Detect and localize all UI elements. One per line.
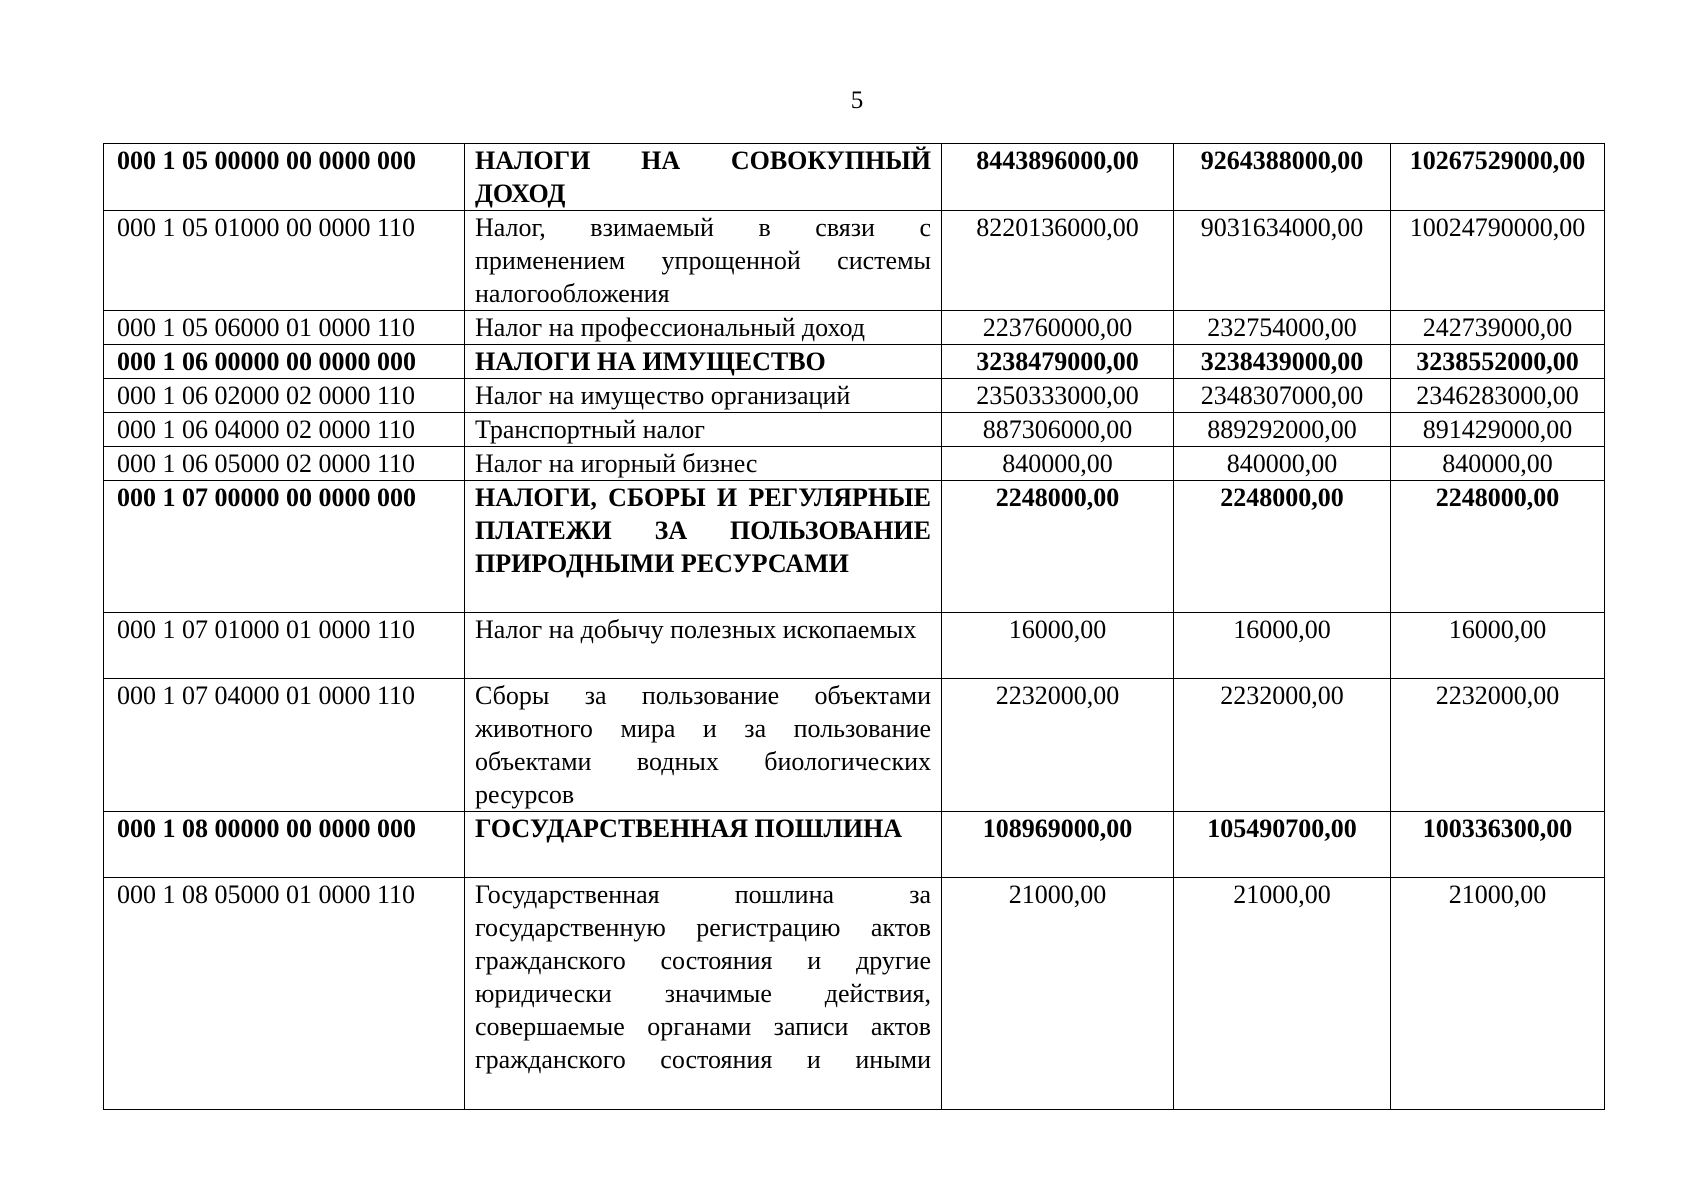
table-section-row (104, 481, 1605, 613)
amount-year3-cell: 10267529000,00 (1391, 144, 1605, 211)
amount-year3-cell: 3238552000,00 (1391, 345, 1605, 379)
amount-year2-cell: 3238439000,00 (1174, 345, 1391, 379)
budget-code-cell: 000 1 08 05000 01 0000 110 (104, 878, 465, 1110)
amount-year1-cell: 8443896000,00 (942, 144, 1174, 211)
amount-year3-cell: 21000,00 (1391, 878, 1605, 1110)
revenue-name-cell: Налог на добычу полезных ископаемых (465, 613, 942, 679)
table-row (104, 379, 1605, 413)
budget-code-cell: 000 1 08 00000 00 0000 000 (104, 812, 465, 878)
amount-year1-cell: 2248000,00 (942, 481, 1174, 613)
revenue-name-cell: ГОСУДАРСТВЕННАЯ ПОШЛИНА (465, 812, 942, 878)
revenue-name-cell: Налог на имущество организаций (465, 379, 942, 413)
table-section-row (104, 812, 1605, 878)
amount-year2-cell: 9031634000,00 (1174, 211, 1391, 311)
amount-year1-cell: 21000,00 (942, 878, 1174, 1110)
budget-code-cell: 000 1 06 05000 02 0000 110 (104, 447, 465, 481)
table-section-row (104, 144, 1605, 211)
budget-code-cell: 000 1 06 04000 02 0000 110 (104, 413, 465, 447)
amount-year1-cell: 16000,00 (942, 613, 1174, 679)
amount-year2-cell: 16000,00 (1174, 613, 1391, 679)
amount-year2-cell: 105490700,00 (1174, 812, 1391, 878)
budget-code-cell: 000 1 05 06000 01 0000 110 (104, 311, 465, 345)
amount-year1-cell: 2232000,00 (942, 679, 1174, 812)
amount-year3-cell: 2248000,00 (1391, 481, 1605, 613)
revenue-name-cell: Налог, взимаемый в связи с применением упрощенной системы налогообложения (465, 211, 942, 311)
budget-code-cell: 000 1 06 02000 02 0000 110 (104, 379, 465, 413)
table-row (104, 413, 1605, 447)
budget-code-cell: 000 1 07 04000 01 0000 110 (104, 679, 465, 812)
amount-year2-cell: 21000,00 (1174, 878, 1391, 1110)
revenue-name-cell: Транспортный налог (465, 413, 942, 447)
amount-year3-cell: 2232000,00 (1391, 679, 1605, 812)
budget-code-cell: 000 1 05 01000 00 0000 110 (104, 211, 465, 311)
amount-year1-cell: 3238479000,00 (942, 345, 1174, 379)
amount-year2-cell: 9264388000,00 (1174, 144, 1391, 211)
amount-year2-cell: 2248000,00 (1174, 481, 1391, 613)
budget-code-cell: 000 1 06 00000 00 0000 000 (104, 345, 465, 379)
table-row (104, 311, 1605, 345)
page-number: 5 (850, 87, 864, 114)
amount-year3-cell: 10024790000,00 (1391, 211, 1605, 311)
table-row (104, 211, 1605, 311)
revenue-name-cell: Налог на профессиональный доход (465, 311, 942, 345)
revenue-name-cell: Налог на игорный бизнес (465, 447, 942, 481)
amount-year1-cell: 108969000,00 (942, 812, 1174, 878)
amount-year3-cell: 891429000,00 (1391, 413, 1605, 447)
revenue-name-cell: НАЛОГИ, СБОРЫ И РЕГУЛЯРНЫЕ ПЛАТЕЖИ ЗА ПОЛЬЗОВАНИЕ ПРИРОДНЫМИ РЕСУРСАМИ (465, 481, 942, 613)
table-section-row (104, 345, 1605, 379)
budget-code-cell: 000 1 07 00000 00 0000 000 (104, 481, 465, 613)
amount-year2-cell: 2232000,00 (1174, 679, 1391, 812)
amount-year3-cell: 16000,00 (1391, 613, 1605, 679)
revenue-name-cell: НАЛОГИ НА СОВОКУПНЫЙ ДОХОД (465, 144, 942, 211)
amount-year1-cell: 840000,00 (942, 447, 1174, 481)
amount-year2-cell: 840000,00 (1174, 447, 1391, 481)
revenue-name-cell: Государственная пошлина за государственную регистрацию актов гражданского состояния и другие юридически значимые действия, совершаемые органами записи актов гражданского состояния и иными (465, 878, 942, 1110)
amount-year1-cell: 2350333000,00 (942, 379, 1174, 413)
table-row (104, 679, 1605, 812)
amount-year1-cell: 887306000,00 (942, 413, 1174, 447)
amount-year1-cell: 8220136000,00 (942, 211, 1174, 311)
revenue-name-cell: Сборы за пользование объектами животного мира и за пользование объектами водных биологических ресурсов (465, 679, 942, 812)
amount-year3-cell: 2346283000,00 (1391, 379, 1605, 413)
table-row (104, 613, 1605, 679)
amount-year2-cell: 232754000,00 (1174, 311, 1391, 345)
amount-year3-cell: 242739000,00 (1391, 311, 1605, 345)
amount-year2-cell: 2348307000,00 (1174, 379, 1391, 413)
amount-year2-cell: 889292000,00 (1174, 413, 1391, 447)
table-row (104, 878, 1605, 1110)
amount-year1-cell: 223760000,00 (942, 311, 1174, 345)
table-row (104, 447, 1605, 481)
table-body (104, 144, 1605, 1110)
budget-revenue-table (103, 143, 1605, 1110)
amount-year3-cell: 840000,00 (1391, 447, 1605, 481)
budget-code-cell: 000 1 05 00000 00 0000 000 (104, 144, 465, 211)
revenue-name-cell: НАЛОГИ НА ИМУЩЕСТВО (465, 345, 942, 379)
budget-code-cell: 000 1 07 01000 01 0000 110 (104, 613, 465, 679)
amount-year3-cell: 100336300,00 (1391, 812, 1605, 878)
